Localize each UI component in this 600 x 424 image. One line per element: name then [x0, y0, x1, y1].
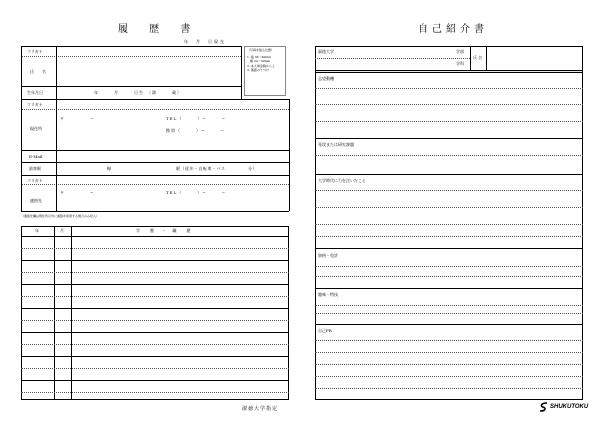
birth-label: 生年月日 [27, 90, 43, 95]
history-table [21, 226, 289, 400]
history-month-header: 月 [60, 228, 64, 233]
section-divider-line [315, 288, 583, 289]
address-label: 現住所 [30, 126, 42, 131]
photo-line-2: 横 24〜30mm [247, 59, 271, 64]
mobile-line: 携帯（ ）− − [166, 128, 225, 133]
email-bottom-line [21, 162, 289, 163]
furigana-divider [21, 56, 241, 57]
history-content-header: 学 歴 ・ 職 歴 [136, 228, 194, 233]
station-label: 最寄駅 [29, 166, 41, 171]
history-row-line [21, 296, 289, 297]
section-motivation: 志望動機 [318, 76, 334, 81]
birth-bottom-line [21, 99, 289, 100]
photo-line-1: 1. 縦 36〜40mm [247, 55, 272, 60]
section-divider-line [315, 138, 583, 139]
section-divider-line [315, 72, 583, 73]
postal-dash: − [90, 116, 94, 121]
section-licenses: 資格・免許 [318, 253, 338, 258]
furigana2-divider [21, 109, 289, 110]
history-row-line [21, 248, 289, 249]
logo-text: SHUKUTOKU [550, 404, 589, 410]
furigana3-label: フリガナ [27, 178, 43, 183]
history-row-line [21, 320, 289, 321]
writing-line [315, 276, 583, 277]
history-row-line [21, 272, 289, 273]
writing-line [315, 207, 583, 208]
contact-label: 連絡先 [30, 198, 42, 203]
writing-line [315, 352, 583, 353]
faculty-label: 学部 [456, 49, 464, 54]
section-hobbies: 趣味・特技 [318, 292, 338, 297]
history-row-line [21, 332, 289, 333]
name-bottom-line [21, 86, 241, 87]
history-row-line [21, 368, 289, 369]
postal2-dash: − [90, 190, 94, 195]
history-year-divider [54, 226, 55, 400]
tel-line: TEL（ ）− − [166, 116, 226, 121]
writing-line [315, 364, 583, 365]
postal2-mark: 〒 [60, 190, 64, 195]
writing-line [315, 104, 583, 105]
section-divider-line [315, 174, 583, 175]
resume-title: 履 歴 書 [118, 24, 200, 35]
writing-line [315, 340, 583, 341]
furigana3-divider [21, 184, 289, 185]
address-bottom-line [21, 150, 289, 151]
history-year-header: 年 [35, 228, 39, 233]
station-line: 線 [107, 166, 111, 171]
history-row-line [21, 284, 289, 285]
shukutoku-logo-icon [539, 402, 549, 412]
writing-line [315, 266, 583, 267]
univ-name: 淑徳大学 [318, 49, 334, 54]
writing-line [315, 236, 583, 237]
birth-value: 年 月 日生 （満 歳） [94, 90, 182, 95]
section-major: 専攻または研究課題 [318, 142, 354, 147]
shukutoku-logo [539, 402, 588, 412]
writing-line [315, 388, 583, 389]
date-line: 年 月 日現在 [184, 39, 226, 44]
writing-line [315, 305, 583, 306]
station-access: 駅（徒歩・自転車・バス 分） [176, 166, 257, 171]
history-row-line [21, 380, 289, 381]
lower-right-border [289, 99, 290, 211]
history-row-line [21, 308, 289, 309]
history-row-line [21, 344, 289, 345]
writing-line [315, 88, 583, 89]
label-column-divider [56, 46, 57, 211]
name-label: 氏 名 [30, 69, 48, 74]
name-col-right [486, 46, 487, 70]
univ-divider [315, 58, 470, 59]
tel2-line: TEL（ ）− − [166, 190, 226, 195]
furigana-label: フリガナ [27, 49, 43, 54]
section-divider-line [315, 324, 583, 325]
station-bottom-line [21, 175, 289, 176]
email-label: E-Mail [29, 154, 43, 159]
photo-line-3: 2. 本人単身胸から上 [247, 63, 275, 68]
history-row-line [21, 356, 289, 357]
history-row-line [21, 392, 289, 393]
photo-header: （写真を貼る位置） [247, 48, 275, 52]
photo-line-4: 3. 裏面のりづけ [247, 67, 269, 72]
name-col-left [470, 46, 471, 70]
writing-line [315, 224, 583, 225]
name-label-right: 氏 名 [473, 55, 483, 60]
history-month-divider [71, 226, 72, 400]
dept-label: 学科 [456, 61, 464, 66]
section-college-effort: 大学時代に力を注いだこと [318, 178, 366, 183]
writing-line [315, 155, 583, 156]
designation-stamp: 淑徳大学指定 [242, 406, 279, 412]
furigana2-label: フリガナ [27, 102, 43, 107]
contact-bottom-line [21, 211, 289, 212]
footnote: （連絡先欄は現住所以外に連絡を希望する場合のみ記入） [21, 214, 100, 218]
form-left-border [21, 46, 22, 211]
history-row-line [21, 260, 289, 261]
upper-right-border [241, 46, 242, 99]
section-self-pr: 自己PR [318, 328, 332, 333]
photo-box [244, 46, 286, 96]
writing-line [315, 121, 583, 122]
writing-line [315, 190, 583, 191]
self-intro-title: 自己紹介書 [418, 24, 488, 35]
section-divider-line [315, 248, 583, 249]
writing-line [315, 313, 583, 314]
postal-mark: 〒 [60, 116, 64, 121]
writing-line [315, 376, 583, 377]
self-intro-frame [315, 46, 583, 400]
form-top-line [21, 46, 241, 47]
history-header-line [21, 236, 289, 237]
